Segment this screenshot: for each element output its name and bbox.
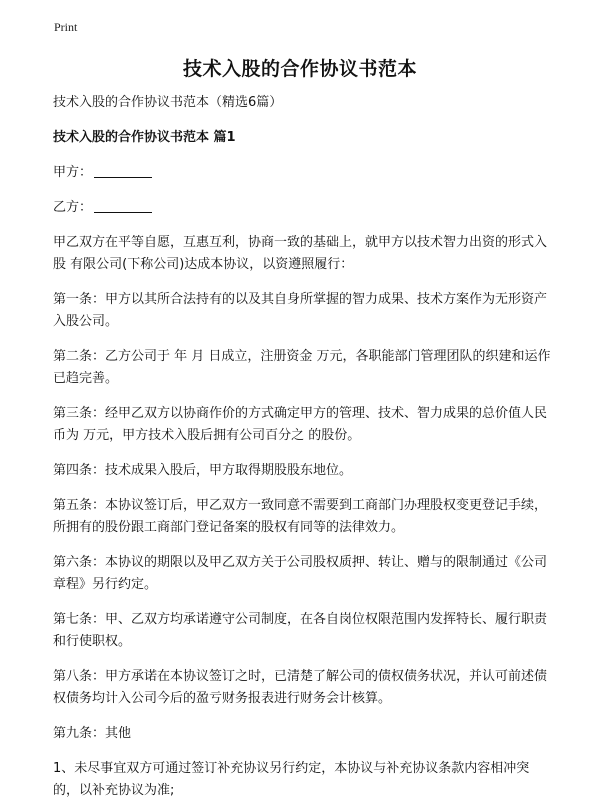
document-subtitle: 技术入股的合作协议书范本（精选6篇） [53, 95, 283, 110]
party-a-blank [94, 163, 152, 178]
paragraph-article-3: 第三条：经甲乙双方以协商作价的方式确定甲方的管理、技术、智力成果的总价值人民币为 万元，甲方技术入股后拥有公司百分之 的股份。 [53, 406, 548, 443]
print-label: Print [54, 20, 78, 34]
paragraph-article-6: 第六条：本协议的期限以及甲乙双方关于公司股权质押、转让、赠与的限制通过《公司章程》另行约定。 [53, 555, 548, 592]
paragraph-article-9: 第九条：其他 [53, 726, 132, 741]
paragraph-article-5: 第五条：本协议签订后，甲乙双方一致同意不需要到工商部门办理股权变更登记手续，所拥有的股份跟工商部门登记备案的股权有同等的法律效力。 [53, 498, 548, 535]
paragraph-article-8: 第八条：甲方承诺在本协议签订之时，已清楚了解公司的债权债务状况，并认可前述债权债务均计入公司今后的盈亏财务报表进行财务会计核算。 [53, 669, 548, 706]
paragraph-article-1: 第一条：甲方以其所合法持有的以及其自身所掌握的智力成果、技术方案作为无形资产入股公司。 [53, 292, 548, 329]
paragraph-article-7: 第七条：甲、乙双方均承诺遵守公司制度，在各自岗位权限范围内发挥特长、履行职责和行使职权。 [53, 612, 548, 649]
party-b-label: 乙方： [53, 200, 93, 215]
paragraph-article-2: 第二条：乙方公司于 年 月 日成立，注册资金 万元，各职能部门管理团队的织建和运作已趋完善。 [53, 349, 551, 386]
paragraph-article-4: 第四条：技术成果入股后，甲方取得期股股东地位。 [53, 463, 353, 478]
paragraph-clause-1: 1、未尽事宜双方可通过签订补充协议另行约定，本协议与补充协议条款内容相冲突的，以补充协议为准; [53, 761, 530, 798]
section-heading: 技术入股的合作协议书范本 篇1 [53, 130, 236, 145]
document-title: 技术入股的合作协议书范本 [182, 58, 417, 80]
document-body [53, 92, 553, 812]
party-a-line [53, 162, 553, 184]
party-b-blank [94, 198, 152, 213]
party-a-label: 甲方： [53, 165, 93, 180]
paragraph-preamble: 甲乙双方在平等自愿，互惠互利，协商一致的基础上，就甲方以技术智力出资的形式入股 有限公司(下称公司)达成本协议，以资遵照履行： [53, 235, 548, 272]
party-b-line [53, 197, 553, 219]
